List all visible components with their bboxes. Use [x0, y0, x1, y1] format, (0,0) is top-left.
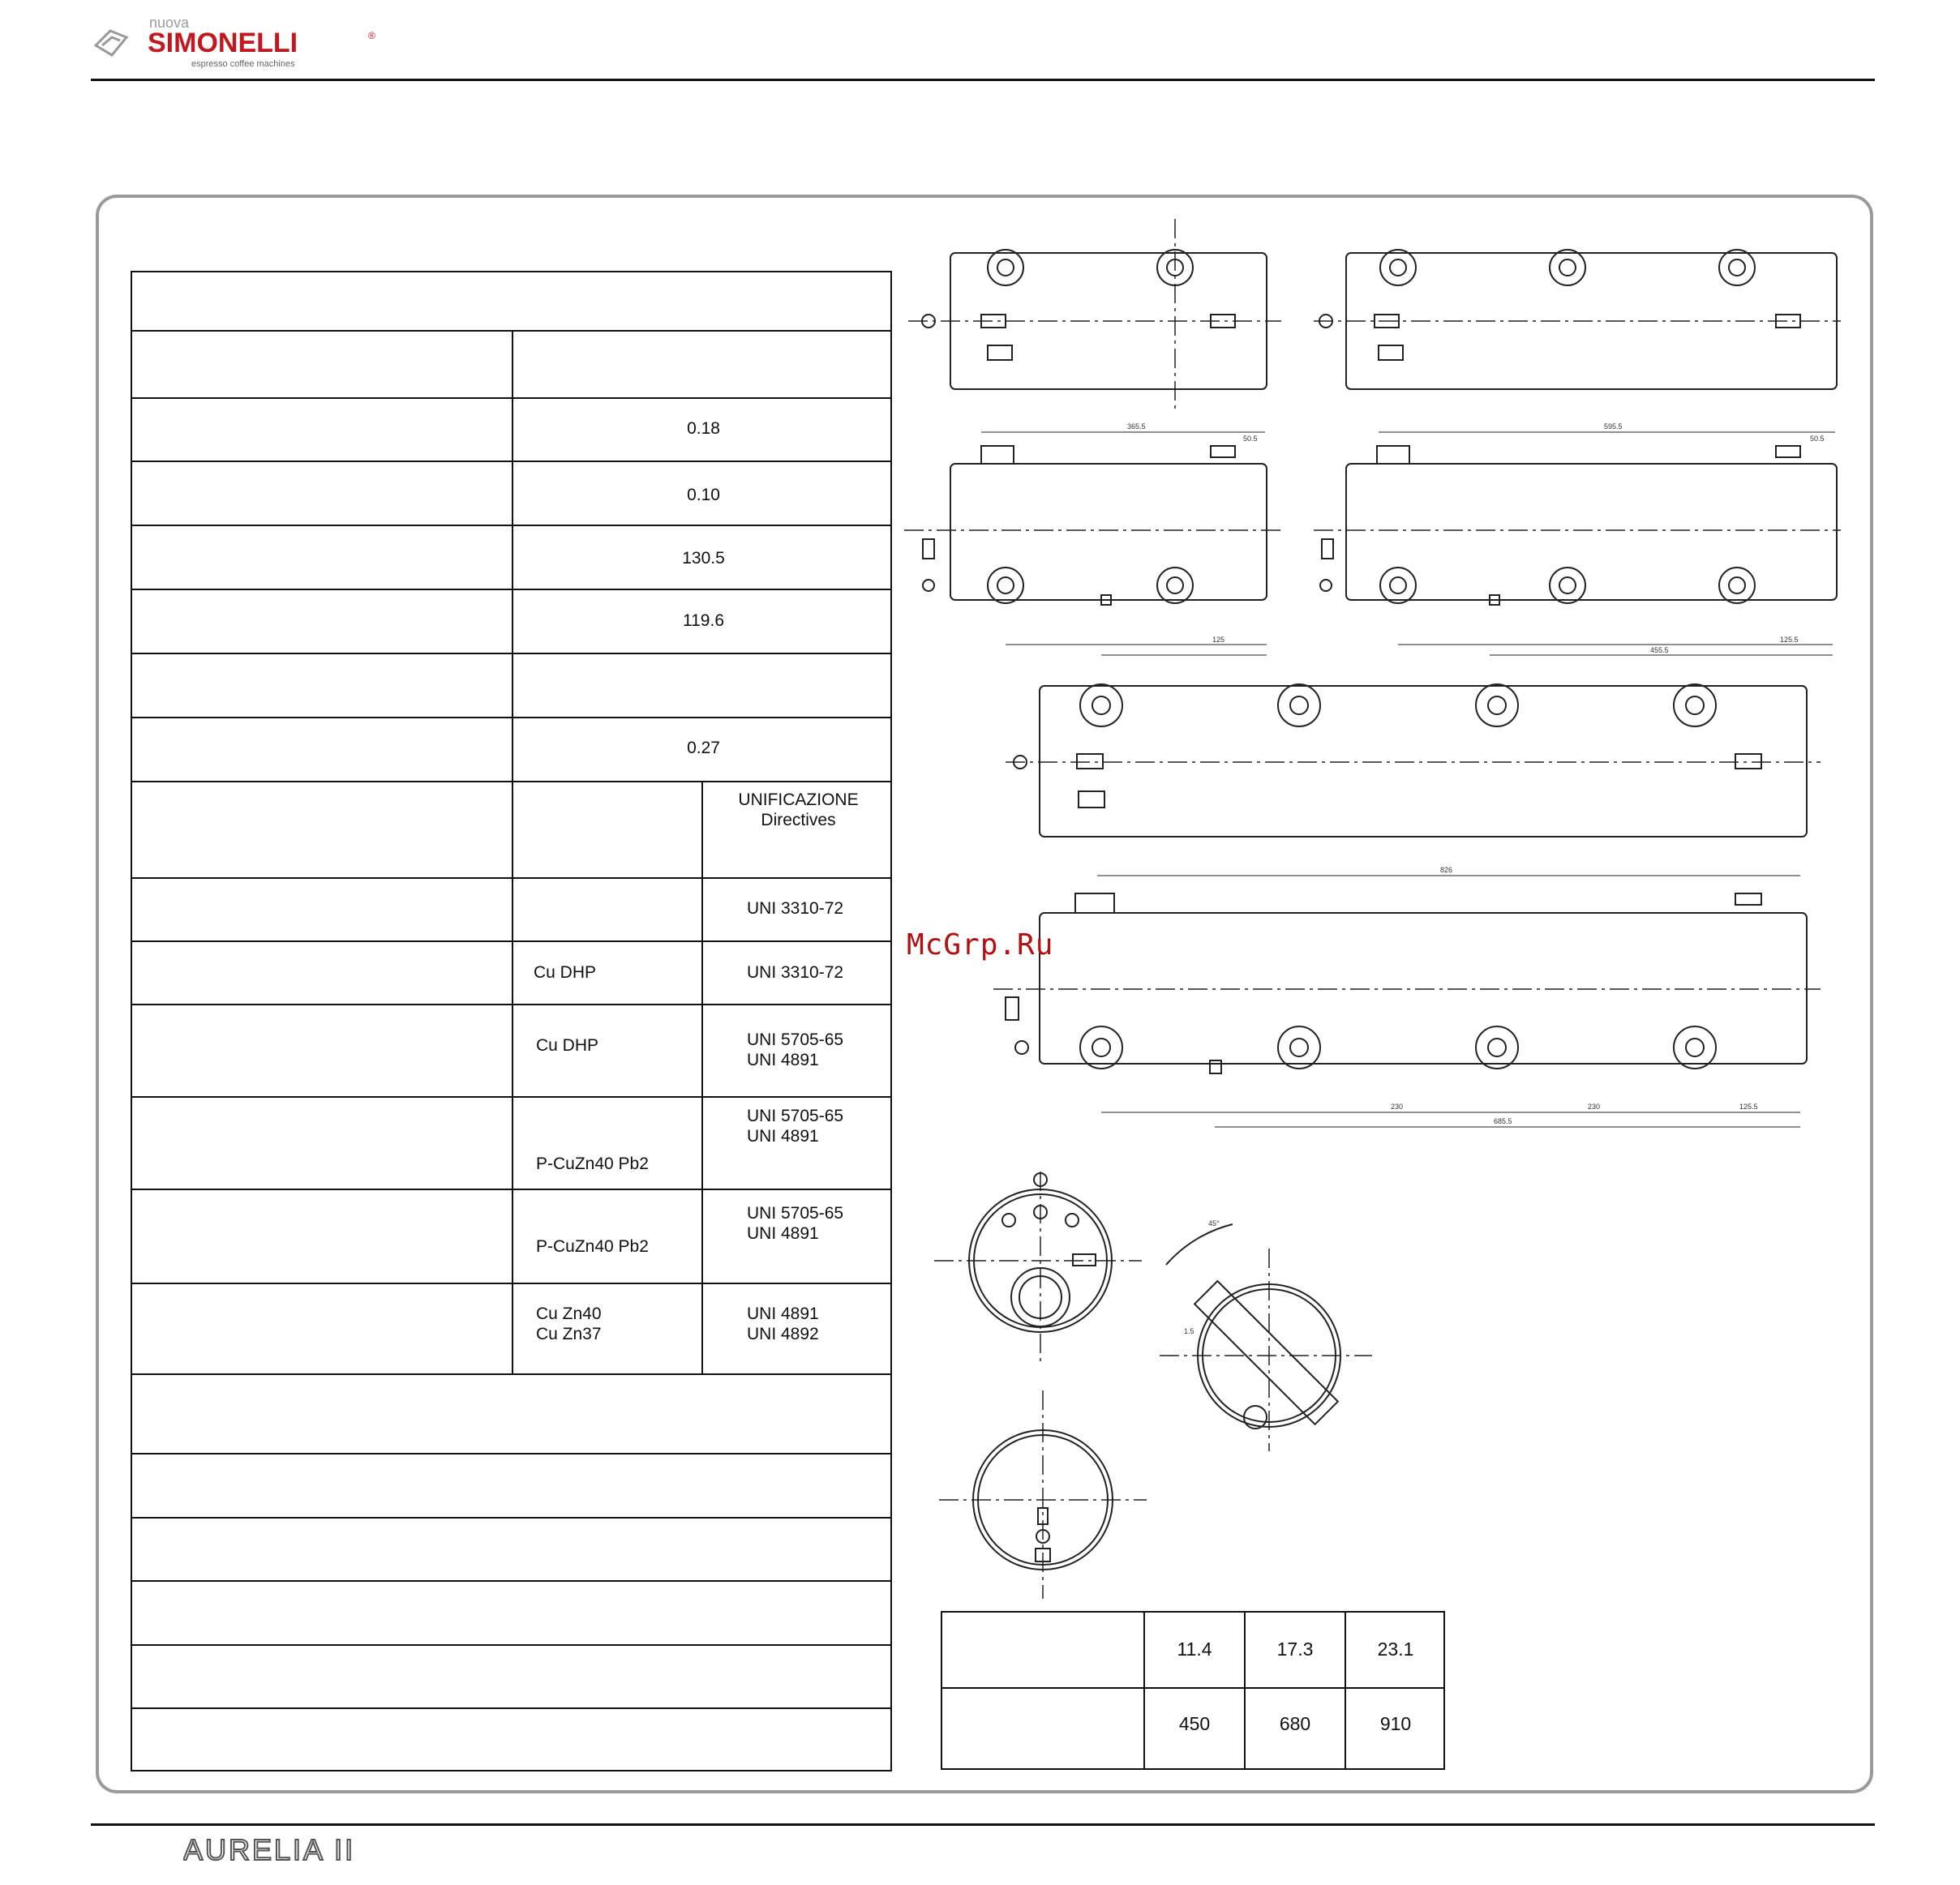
dim-label-1: 365.5 — [1127, 422, 1146, 431]
material-norm-5: UNI 5705-65 UNI 4891 — [747, 1204, 844, 1243]
dim-label-13: 1.5 — [1184, 1327, 1194, 1335]
dim-label-6: 455.5 — [1650, 646, 1669, 654]
material-norm-1: UNI 3310-72 — [747, 899, 844, 918]
dim-label-9: 230 — [1391, 1103, 1404, 1111]
unification-header: UNIFICAZIONE Directives — [738, 790, 859, 829]
spec-value-2: 0.10 — [687, 486, 720, 504]
dim-label-4: 595.5 — [1604, 422, 1623, 431]
dim-label-8: 826 — [1440, 866, 1453, 874]
capacity-r1-c3: 23.1 — [1377, 1639, 1414, 1660]
material-3: P-CuZn40 Pb2 — [536, 1155, 649, 1173]
footer-rule — [91, 1823, 1875, 1826]
dim-label-3: 125 — [1212, 636, 1225, 644]
aurelia-logo — [183, 1834, 427, 1866]
boiler-drawings — [892, 211, 1873, 1605]
material-norm-6: UNI 4891 UNI 4892 — [747, 1305, 819, 1343]
spec-table — [131, 271, 892, 1771]
material-norm-3: UNI 5705-65 UNI 4891 — [747, 1030, 844, 1069]
capacity-table — [941, 1611, 1445, 1770]
boiler-section-view-3 — [939, 1390, 1147, 1599]
dim-label-5: 50.5 — [1810, 435, 1825, 443]
boiler-4-group-top-view — [1006, 684, 1821, 837]
dim-label-2: 50.5 — [1243, 435, 1258, 443]
material-norm-2: UNI 3310-72 — [747, 963, 844, 982]
brand-mark: ® — [368, 30, 375, 41]
boiler-3-group-top-view — [1314, 250, 1841, 389]
model-name: AURELIA II — [183, 1834, 356, 1866]
boiler-section-view-2 — [1160, 1224, 1372, 1451]
dim-label-10: 230 — [1588, 1103, 1601, 1111]
dim-label-7: 125.5 — [1780, 636, 1799, 644]
material-2: Cu DHP — [536, 1036, 599, 1055]
brand-tagline: espresso coffee machines — [191, 59, 295, 69]
header-rule — [91, 79, 1875, 81]
watermark: McGrp.Ru — [907, 928, 1054, 962]
material-norm-4: UNI 5705-65 UNI 4891 — [747, 1107, 844, 1146]
spec-value-3: 130.5 — [682, 549, 725, 568]
dim-label-12: 685.5 — [1494, 1117, 1512, 1125]
simonelli-logo — [91, 13, 383, 71]
capacity-r2-c3: 910 — [1379, 1713, 1412, 1734]
brand-name: SIMONELLI — [148, 28, 298, 58]
capacity-r2-c1: 450 — [1178, 1713, 1211, 1734]
boiler-2-group-side-view — [904, 432, 1281, 655]
spec-value-4: 119.6 — [683, 611, 724, 630]
material-4: P-CuZn40 Pb2 — [536, 1237, 649, 1256]
brand-small: nuova — [149, 15, 190, 31]
capacity-r2-c2: 680 — [1279, 1713, 1311, 1734]
material-5: Cu Zn40 Cu Zn37 — [536, 1305, 602, 1343]
boiler-3-group-side-view — [1314, 432, 1841, 655]
material-1: Cu DHP — [534, 963, 597, 982]
boiler-4-group-side-view — [993, 876, 1821, 1127]
capacity-r1-c2: 17.3 — [1276, 1639, 1314, 1660]
boiler-section-view-1 — [934, 1172, 1142, 1362]
logo-mark-icon — [96, 31, 127, 55]
spec-value-1: 0.18 — [687, 419, 720, 438]
boiler-2-group-top-view — [908, 219, 1281, 409]
dim-label-angle: 45° — [1208, 1219, 1220, 1227]
spec-value-6: 0.27 — [687, 739, 720, 757]
dim-label-11: 125.5 — [1739, 1103, 1758, 1111]
capacity-r1-c1: 11.4 — [1177, 1639, 1212, 1660]
